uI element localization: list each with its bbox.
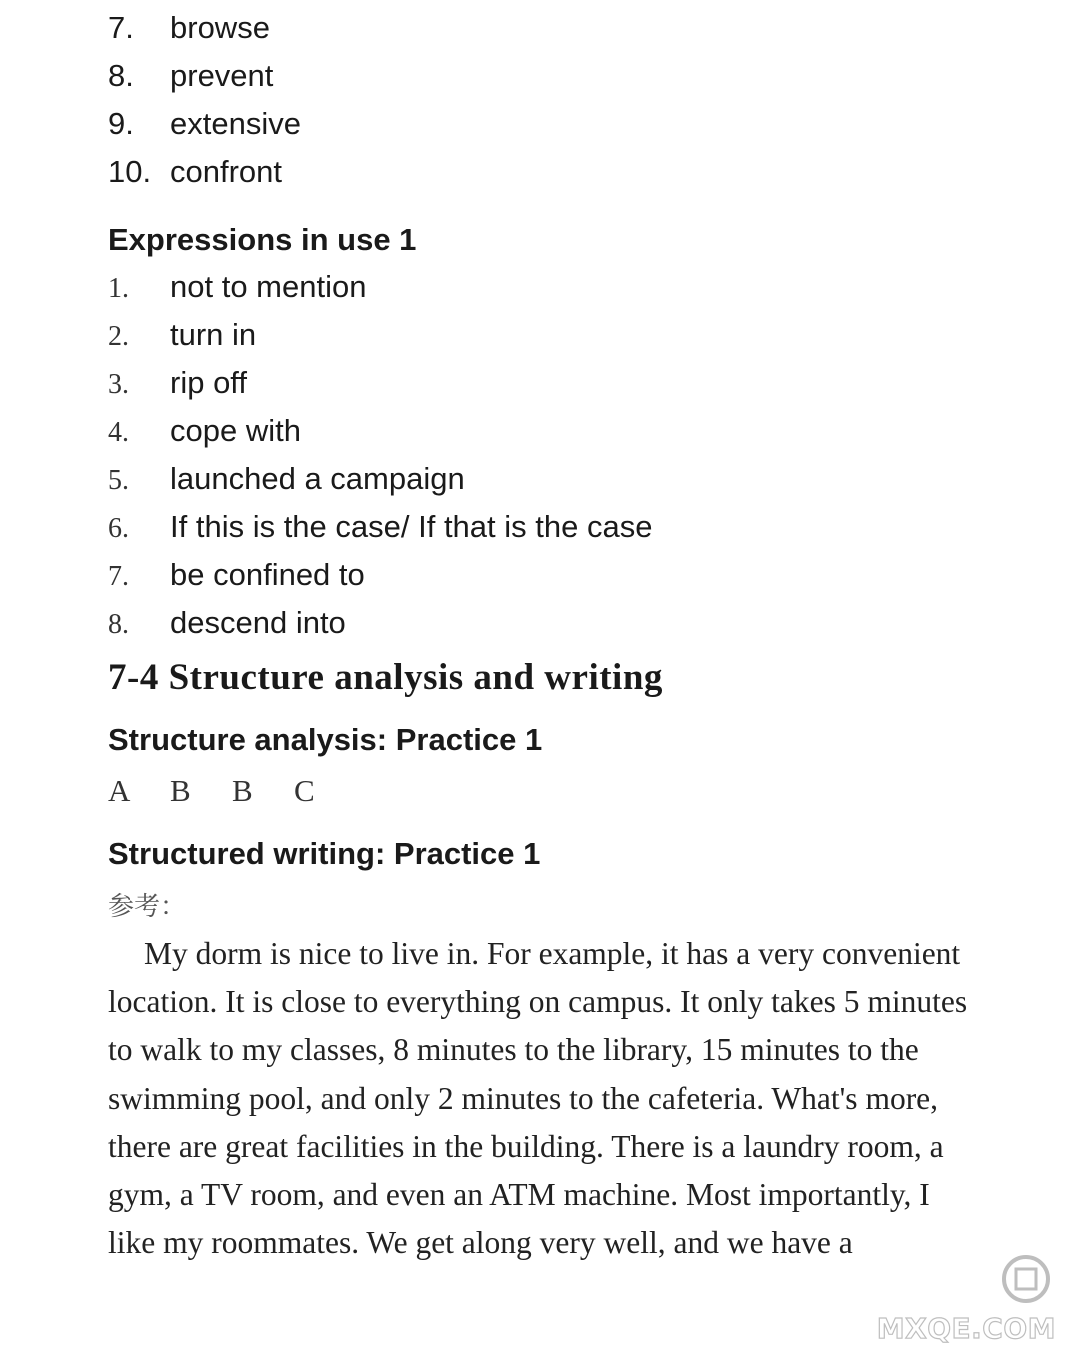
item-text: rip off [170,365,247,400]
item-text: extensive [170,106,301,141]
item-number: 3. [108,369,129,400]
expressions-heading: Expressions in use 1 [108,222,417,257]
list-item [108,509,652,557]
item-number: 10. [108,154,152,189]
watermark [878,1253,1056,1345]
item-text: prevent [170,58,274,93]
item-text: be confined to [170,557,365,592]
structured-writing-heading: Structured writing: Practice 1 [108,836,541,871]
list-item [108,461,652,509]
item-text: confront [170,154,283,189]
list-item [108,365,652,413]
section-title: 7-4 Structure analysis and writing [108,657,663,698]
expressions-list [108,269,652,653]
item-number: 4. [108,417,129,448]
item-number: 9. [108,106,134,141]
item-text: launched a campaign [170,461,465,496]
item-text: cope with [170,413,301,448]
vocabulary-list [108,10,301,202]
item-text: not to mention [170,269,367,304]
list-item [108,413,652,461]
list-item [108,106,301,154]
item-text: browse [170,10,270,45]
item-number: 7. [108,10,134,45]
item-number: 7. [108,561,129,592]
item-number: 1. [108,273,129,304]
item-number: 6. [108,513,129,544]
item-text: If this is the case/ If that is the case [170,509,653,544]
answer-key [108,773,356,809]
answer-item: B [170,773,191,808]
list-item [108,269,652,317]
answer-item: B [232,773,253,808]
item-number: 5. [108,465,129,496]
item-text: descend into [170,605,346,640]
item-number: 8. [108,58,134,93]
list-item [108,58,301,106]
list-item [108,154,301,202]
list-item [108,557,652,605]
list-item [108,10,301,58]
watermark-site: MXQE.COM [876,1312,1056,1345]
watermark-seal-icon [1000,1253,1052,1305]
item-text: turn in [170,317,257,352]
item-number: 8. [108,609,129,640]
list-item [108,605,652,653]
item-number: 2. [108,321,129,352]
structure-analysis-heading: Structure analysis: Practice 1 [108,722,543,757]
reference-label: 参考： [108,892,187,922]
answer-item: C [294,773,315,808]
sample-essay: My dorm is nice to live in. For example, it has a very convenient location. It is close to everything on campus. It only takes 5 minutes to walk to my classes, 8 minutes to the library, 15 minutes to the swimming pool, and only 2 minutes to the cafeteria. What's more, there are great facilities in the building. There is a laundry room, a gym, a TV room, and even an ATM machine. Most importantly, I like my roommates. We get along very well, and we have a [108,936,968,1261]
list-item [108,317,652,365]
answer-item: A [108,773,131,808]
